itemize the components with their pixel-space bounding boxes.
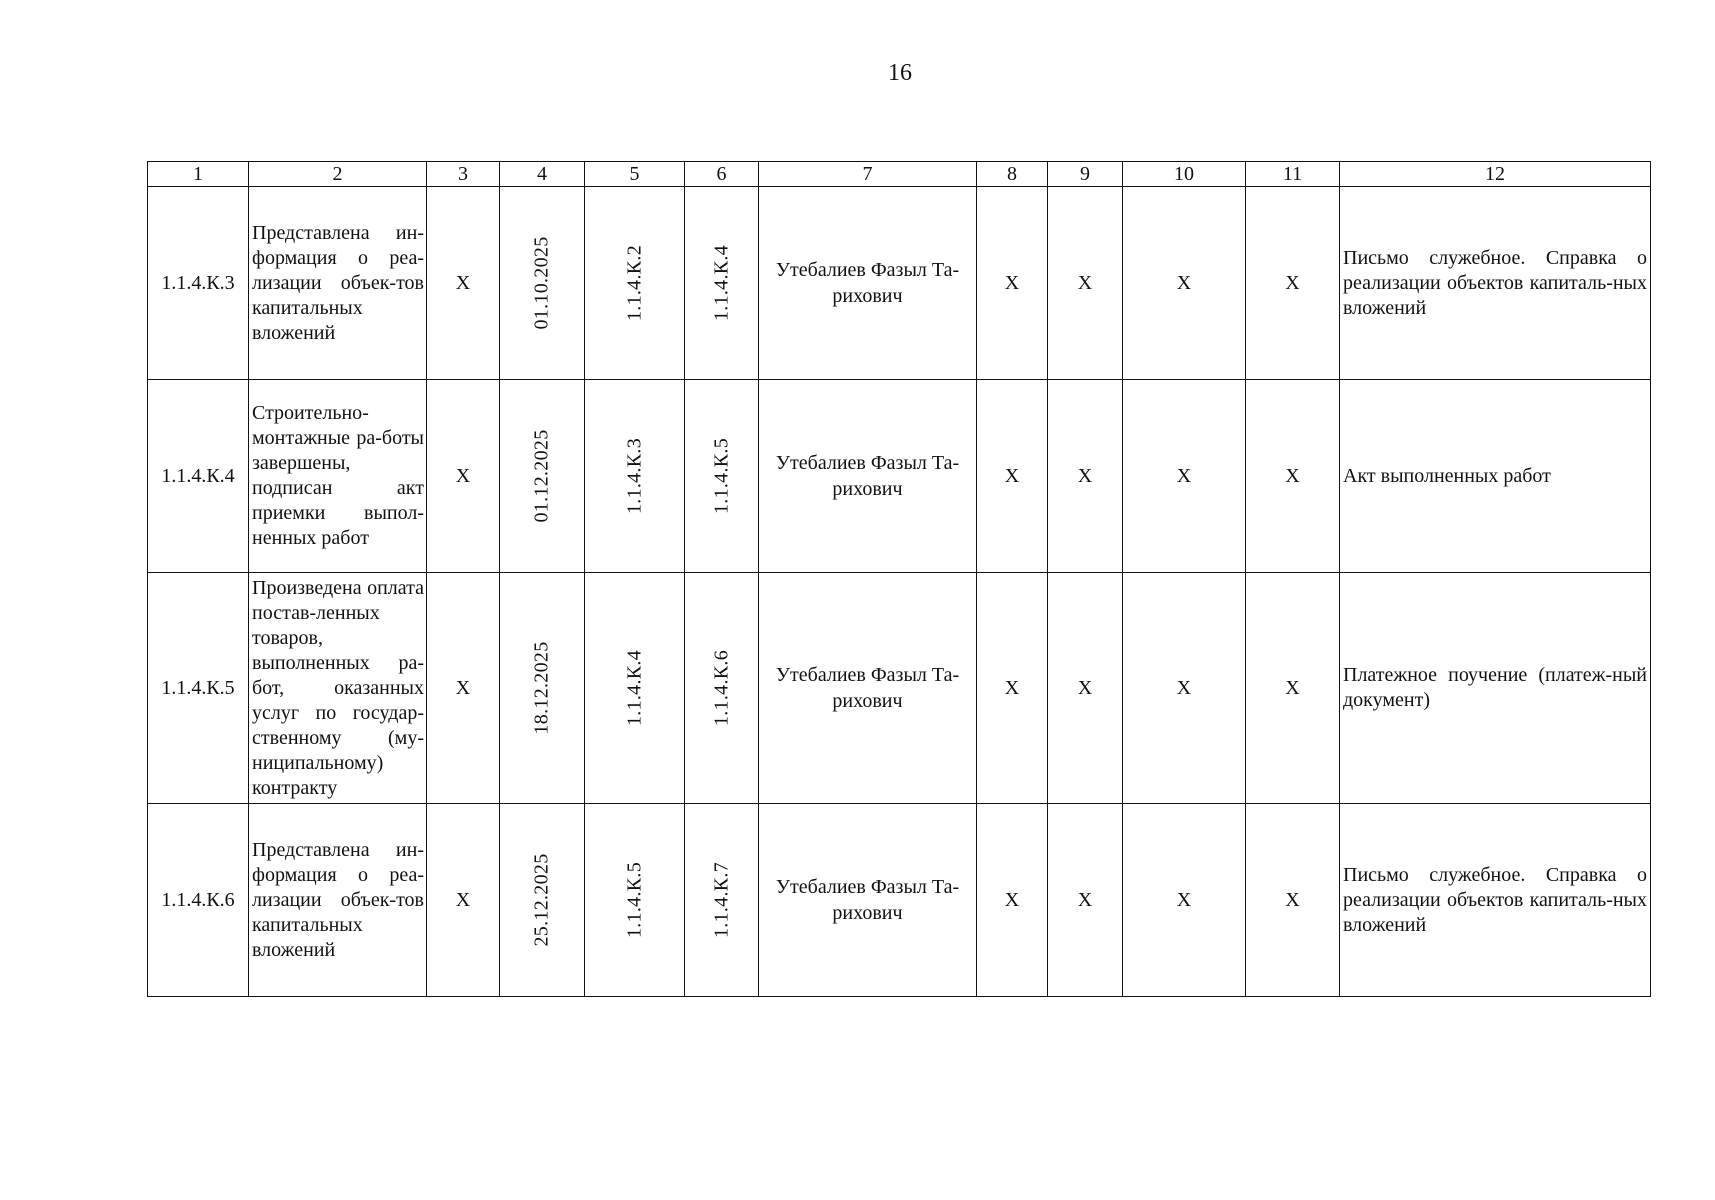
table-row (148, 804, 1651, 997)
header-row (148, 162, 1651, 187)
row-date-cell (500, 380, 585, 573)
column-header-6: 6 (685, 162, 759, 187)
row-prev-cell (585, 187, 685, 380)
table-row (148, 380, 1651, 573)
row-next-event: 1.1.4.К.6 (710, 649, 732, 727)
column-header-1: 1 (148, 162, 249, 187)
row-date: 18.12.2025 (530, 641, 553, 735)
row-code: 1.1.4.К.4 (148, 380, 249, 573)
row-col9: Х (1048, 573, 1123, 804)
row-prev-cell (585, 380, 685, 573)
column-header-5: 5 (585, 162, 685, 187)
column-header-12: 12 (1340, 162, 1651, 187)
row-next-event: 1.1.4.К.4 (710, 244, 732, 322)
row-col8: Х (977, 187, 1048, 380)
row-col10: Х (1123, 187, 1246, 380)
row-col3: Х (427, 573, 500, 804)
row-next-cell (685, 380, 759, 573)
row-responsible: Утебалиев Фазыл Та-рихович (759, 380, 977, 573)
column-header-3: 3 (427, 162, 500, 187)
row-col11: Х (1246, 187, 1340, 380)
row-col8: Х (977, 380, 1048, 573)
row-col10: Х (1123, 573, 1246, 804)
row-col11: Х (1246, 804, 1340, 997)
row-date: 01.10.2025 (530, 236, 553, 330)
row-next-event: 1.1.4.К.7 (710, 861, 732, 939)
row-col10: Х (1123, 380, 1246, 573)
row-next-cell (685, 187, 759, 380)
row-date-cell (500, 187, 585, 380)
table-row (148, 573, 1651, 804)
column-header-10: 10 (1123, 162, 1246, 187)
row-col9: Х (1048, 380, 1123, 573)
row-description: Строительно-монтажные ра-боты завершены, подписан акт приемки выпол-ненных работ (249, 380, 427, 573)
row-previous-event: 1.1.4.К.5 (623, 861, 645, 939)
row-col11: Х (1246, 380, 1340, 573)
row-previous-event: 1.1.4.К.4 (623, 649, 645, 727)
row-responsible: Утебалиев Фазыл Та-рихович (759, 573, 977, 804)
row-col3: Х (427, 187, 500, 380)
row-col11: Х (1246, 573, 1340, 804)
row-document: Письмо служебное. Справка о реализации объектов капиталь-ных вложений (1340, 804, 1651, 997)
row-next-cell (685, 573, 759, 804)
row-document: Письмо служебное. Справка о реализации объектов капиталь-ных вложений (1340, 187, 1651, 380)
row-col8: Х (977, 573, 1048, 804)
row-date-cell (500, 573, 585, 804)
control-points-table (147, 161, 1651, 997)
row-description: Представлена ин-формация о реа-лизации объек-тов капитальных вложений (249, 187, 427, 380)
column-header-11: 11 (1246, 162, 1340, 187)
row-col3: Х (427, 804, 500, 997)
row-previous-event: 1.1.4.К.3 (623, 437, 645, 515)
row-code: 1.1.4.К.6 (148, 804, 249, 997)
row-code: 1.1.4.К.5 (148, 573, 249, 804)
row-previous-event: 1.1.4.К.2 (623, 244, 645, 322)
row-responsible: Утебалиев Фазыл Та-рихович (759, 187, 977, 380)
row-next-event: 1.1.4.К.5 (710, 437, 732, 515)
row-date: 01.12.2025 (530, 429, 553, 523)
row-next-cell (685, 804, 759, 997)
column-header-7: 7 (759, 162, 977, 187)
row-prev-cell (585, 804, 685, 997)
row-col9: Х (1048, 187, 1123, 380)
row-description: Произведена оплата постав-ленных товаров, выполненных ра-бот, оказанных услуг по государ-ственному (му-ниципальному) контракту (249, 573, 427, 804)
column-header-4: 4 (500, 162, 585, 187)
row-col3: Х (427, 380, 500, 573)
row-col8: Х (977, 804, 1048, 997)
row-description: Представлена ин-формация о реа-лизации объек-тов капитальных вложений (249, 804, 427, 997)
row-prev-cell (585, 573, 685, 804)
column-header-9: 9 (1048, 162, 1123, 187)
row-document: Акт выполненных работ (1340, 380, 1651, 573)
row-code: 1.1.4.К.3 (148, 187, 249, 380)
column-header-8: 8 (977, 162, 1048, 187)
row-document: Платежное поучение (платеж-ный документ) (1340, 573, 1651, 804)
row-col9: Х (1048, 804, 1123, 997)
row-date-cell (500, 804, 585, 997)
column-header-2: 2 (249, 162, 427, 187)
row-date: 25.12.2025 (530, 853, 553, 947)
row-responsible: Утебалиев Фазыл Та-рихович (759, 804, 977, 997)
table-row (148, 187, 1651, 380)
row-col10: Х (1123, 804, 1246, 997)
page-number: 16 (888, 60, 912, 86)
